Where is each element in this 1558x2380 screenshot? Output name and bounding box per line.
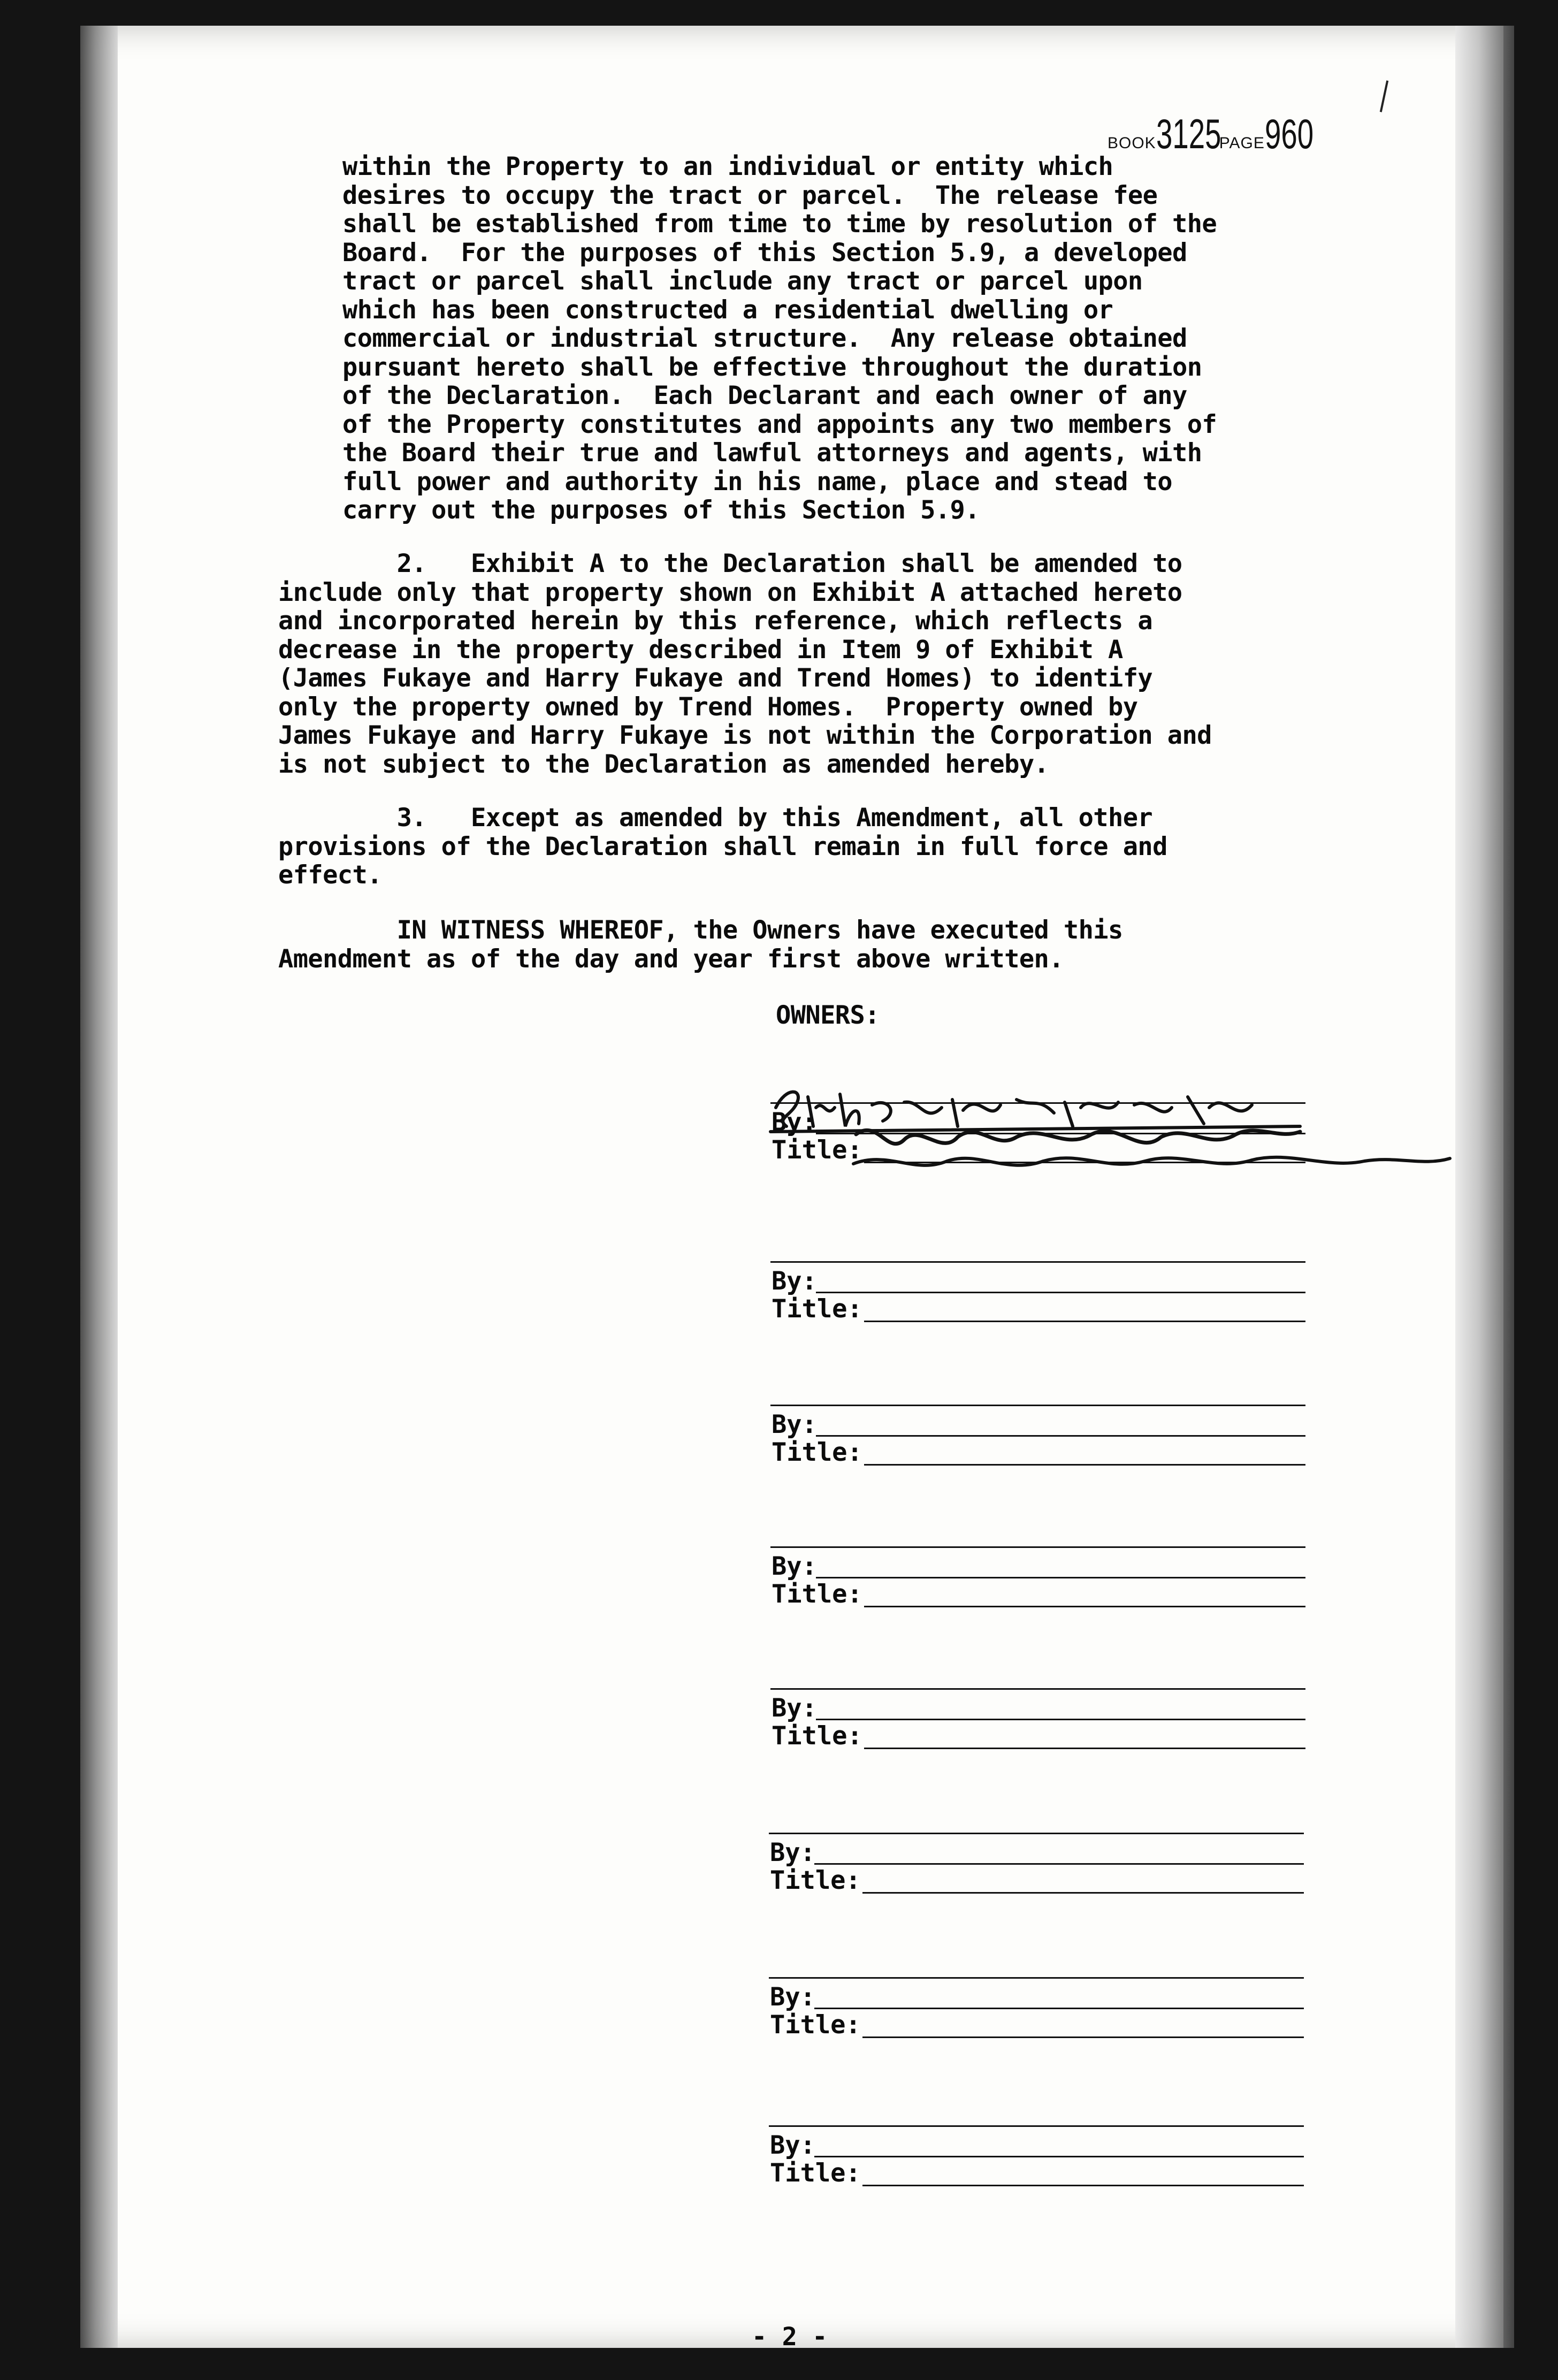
paragraph-in-witness-whereof: IN WITNESS WHEREOF, the Owners have executed this Amendment as of the day and year first above written. — [278, 916, 1123, 974]
by-line[interactable] — [814, 2008, 1304, 2009]
owner-name-line[interactable] — [769, 2125, 1304, 2127]
signature-block — [770, 1405, 1311, 1490]
owner-name-line[interactable] — [770, 1546, 1305, 1548]
signature-block — [769, 1833, 1309, 1918]
title-label: Title: — [772, 1294, 862, 1324]
owner-name-line[interactable] — [769, 1977, 1304, 1979]
title-label: Title: — [772, 1580, 862, 1609]
book-number: 3125 — [1156, 110, 1221, 157]
title-line[interactable] — [864, 1162, 1305, 1163]
by-line[interactable] — [816, 1719, 1305, 1720]
signature-block — [769, 2125, 1309, 2211]
title-line[interactable] — [864, 1321, 1305, 1322]
owner-name-line[interactable] — [770, 1405, 1305, 1406]
title-line[interactable] — [864, 1606, 1305, 1607]
title-line[interactable] — [862, 2185, 1304, 2186]
by-line[interactable] — [814, 2156, 1304, 2157]
signature-block — [770, 1688, 1311, 1774]
signature-block — [770, 1261, 1311, 1347]
owner-name-line — [770, 1102, 1305, 1104]
signature-block — [770, 1546, 1311, 1632]
owner-name-line[interactable] — [769, 1833, 1304, 1834]
by-label: By: — [772, 1694, 817, 1723]
page-number-stamp: 960 — [1264, 110, 1313, 157]
title-line[interactable] — [862, 2036, 1304, 2038]
by-line[interactable] — [814, 1863, 1304, 1865]
by-line[interactable] — [816, 1292, 1305, 1293]
title-label: Title: — [772, 1721, 862, 1751]
by-label: By: — [772, 1108, 817, 1137]
title-label: Title: — [772, 1438, 862, 1467]
owners-heading: OWNERS: — [776, 1001, 880, 1030]
title-label: Title: — [770, 1866, 861, 1895]
signature-block — [769, 1977, 1309, 2063]
by-label: By: — [770, 1982, 815, 2012]
by-line[interactable] — [816, 1435, 1305, 1437]
title-label: Title: — [770, 2010, 861, 2040]
title-line[interactable] — [862, 1892, 1304, 1894]
by-label: By: — [770, 1838, 815, 1867]
page-footer-number: - 2 - — [752, 2322, 828, 2352]
paragraph-item-2: 2. Exhibit A to the Declaration shall be amended to include only that property shown on Exhibit A attached hereto and incorporated herein by this reference, which reflects a decrease in the property described in Item 9 of Exhibit A (James Fukaye and Harry Fukaye and Trend Homes) to identify only the property owned by Trend Homes. Property owned by James Fukaye and Harry Fukaye is not within the Corporation and is not subject to the Declaration as amended hereby. — [278, 549, 1212, 779]
book-page-stamp — [1108, 110, 1318, 158]
title-line[interactable] — [864, 1464, 1305, 1466]
by-label: By: — [772, 1410, 817, 1439]
pen-mark — [1380, 80, 1388, 112]
by-label: By: — [772, 1267, 817, 1296]
by-line[interactable] — [816, 1133, 1305, 1134]
by-label: By: — [772, 1552, 817, 1581]
owner-name-line[interactable] — [770, 1261, 1305, 1263]
by-label: By: — [770, 2131, 815, 2160]
owner-name-line[interactable] — [770, 1688, 1305, 1690]
title-label: Title: — [770, 2158, 861, 2188]
book-label: BOOK — [1108, 134, 1156, 152]
signature-block — [770, 1102, 1311, 1188]
by-line[interactable] — [816, 1577, 1305, 1578]
paragraph-item-3: 3. Except as amended by this Amendment, all other provisions of the Declaration shall remain in full force and effect. — [278, 803, 1167, 890]
title-line[interactable] — [864, 1748, 1305, 1749]
paragraph-section-5-9-continued: within the Property to an individual or entity which desires to occupy the tract or parcel. The release fee shall be established from time to time by resolution of the Board. For the purposes of this Section 5.9, a developed tract or parcel shall include any tract or parcel upon which has been constructed a residential dwelling or commercial or industrial structure. Any release obtained pursuant hereto shall be effective throughout the duration of the Declaration. Each Declarant and each owner of any of the Property constitutes and appoints any two members of the Board their true and lawful attorneys and agents, with full power and authority in his name, place and stead to carry out the purposes of this Section 5.9. — [342, 152, 1217, 525]
title-label: Title: — [772, 1135, 862, 1165]
page-label: PAGE — [1219, 134, 1265, 152]
